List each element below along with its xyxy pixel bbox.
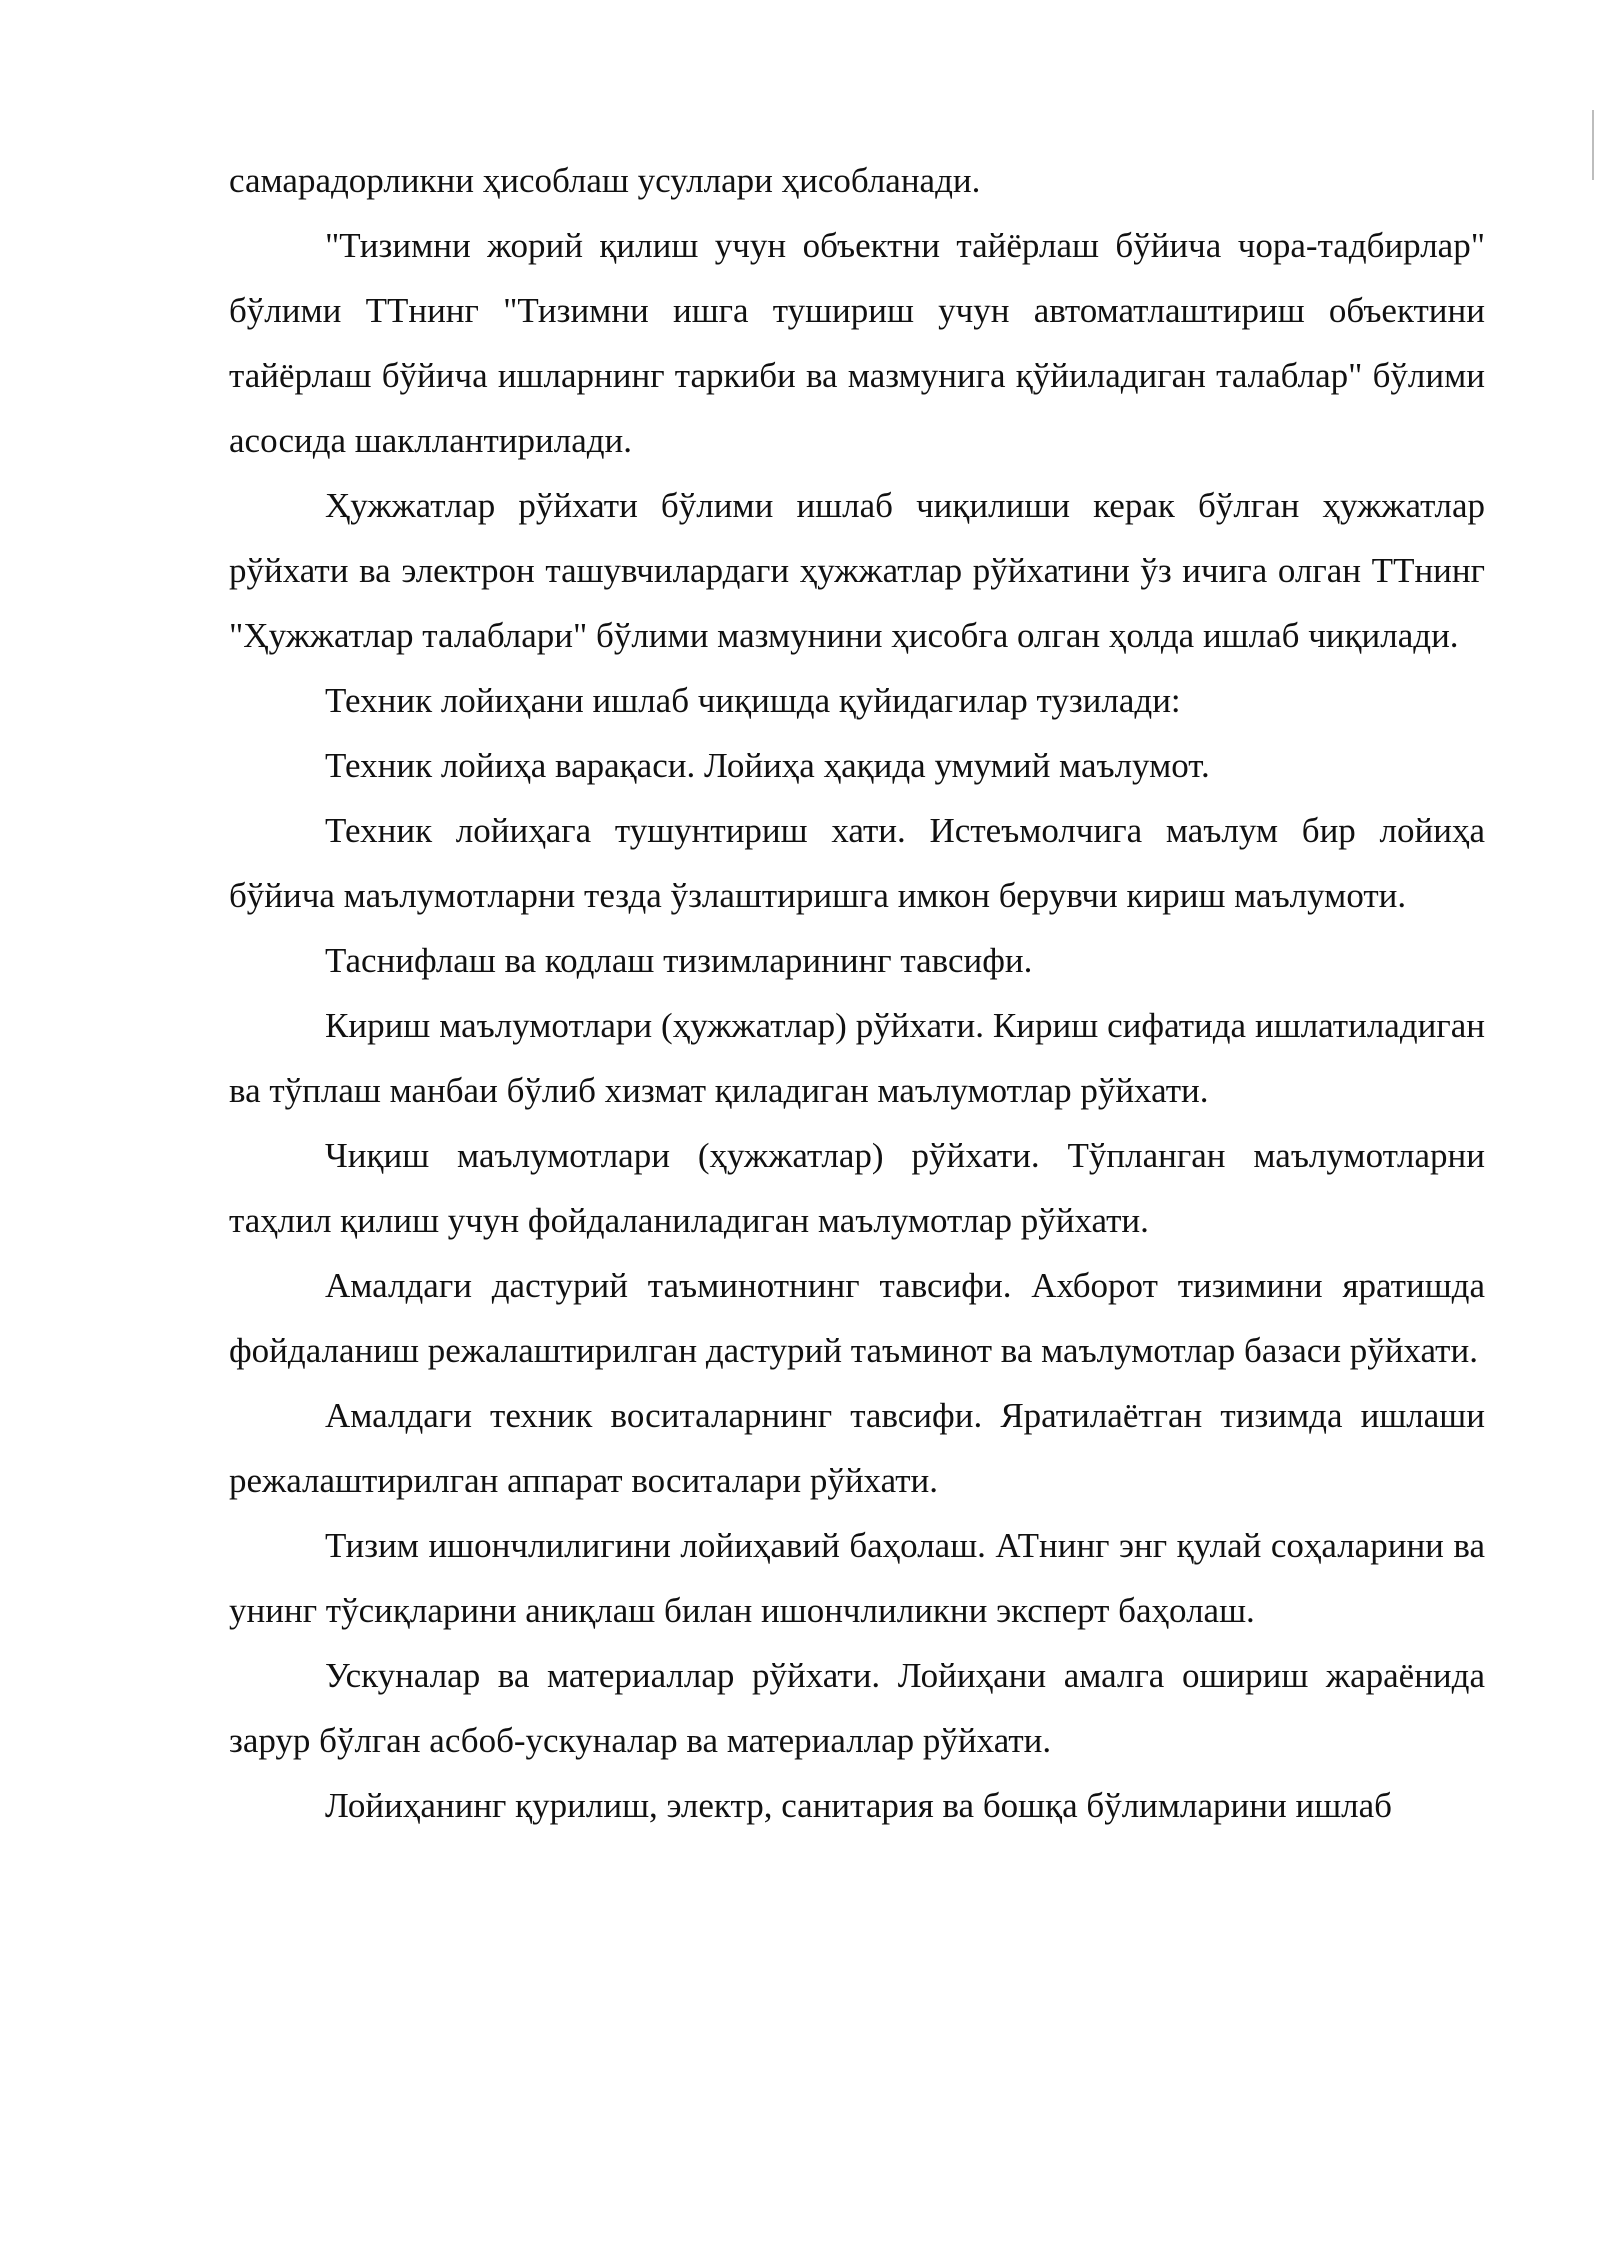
paragraph-explanatory-note: Техник лойиҳага тушунтириш хати. Истеъмолчига маълум бир лойиҳа бўйича маълумотларни тезда ўзлаштиришга имкон берувчи кириш маълумоти. — [229, 811, 1485, 915]
paragraph-output-data: Чиқиш маълумотлари (ҳужжатлар) рўйхати. Тўпланган маълумотларни таҳлил қилиш учун фойдаланиладиган маълумотлар рўйхати. — [229, 1136, 1485, 1240]
paragraph-hardware: Амалдаги техник воситаларнинг тавсифи. Яратилаётган тизимда ишлаши режалаштирилган аппарат воситалари рўйхати. — [229, 1396, 1485, 1500]
paragraph-continuation: самарадорликни ҳисоблаш усуллари ҳисобланади. — [229, 161, 981, 200]
paragraph-equipment: Ускуналар ва материаллар рўйхати. Лойиҳани амалга ошириш жараёнида зарур бўлган асбоб-ускуналар ва материаллар рўйхати. — [229, 1656, 1485, 1760]
document-text — [229, 148, 1485, 1838]
paragraph-reliability: Тизим ишончлилигини лойиҳавий баҳолаш. АТнинг энг қулай соҳаларини ва унинг тўсиқларини аниқлаш билан ишончлиликни эксперт баҳолаш. — [229, 1526, 1485, 1630]
paragraph-software: Амалдаги дастурий таъминотнинг тавсифи. Ахборот тизимини яратишда фойдаланиш режалаштирилган дастурий таъминот ва маълумотлар базаси рўйхати. — [229, 1266, 1485, 1370]
paragraph-project-sheet: Техник лойиҳа варақаси. Лойиҳа ҳақида умумий маълумот. — [325, 746, 1210, 785]
paragraph-technical-project-intro: Техник лойиҳани ишлаб чиқишда қуйидагилар тузилади: — [325, 681, 1181, 720]
paragraph-construction: Лойиҳанинг қурилиш, электр, санитария ва бошқа бўлимларини ишлаб — [325, 1786, 1392, 1825]
paragraph-preparation-measures: "Тизимни жорий қилиш учун объектни тайёрлаш бўйича чора-тадбирлар" бўлими ТТнинг "Тизимни ишга тушириш учун автоматлаштириш объектини тайёрлаш бўйича ишларнинг таркиби ва мазмунига қўйиладиган талаблар" бўлими асосида шакллантирилади. — [229, 226, 1485, 460]
paragraph-classification: Таснифлаш ва кодлаш тизимларининг тавсифи. — [325, 941, 1033, 980]
page-edge-mark — [1592, 110, 1594, 180]
paragraph-input-data: Кириш маълумотлари (ҳужжатлар) рўйхати. Кириш сифатида ишлатиладиган ва тўплаш манбаи бўлиб хизмат қиладиган маълумотлар рўйхати. — [229, 1006, 1485, 1110]
paragraph-documents-list: Ҳужжатлар рўйхати бўлими ишлаб чиқилиши керак бўлган ҳужжатлар рўйхати ва электрон ташувчилардаги ҳужжатлар рўйхатини ўз ичига олган ТТнинг "Ҳужжатлар талаблари" бўлими мазмунини ҳисобга олган ҳолда ишлаб чиқилади. — [229, 486, 1485, 655]
